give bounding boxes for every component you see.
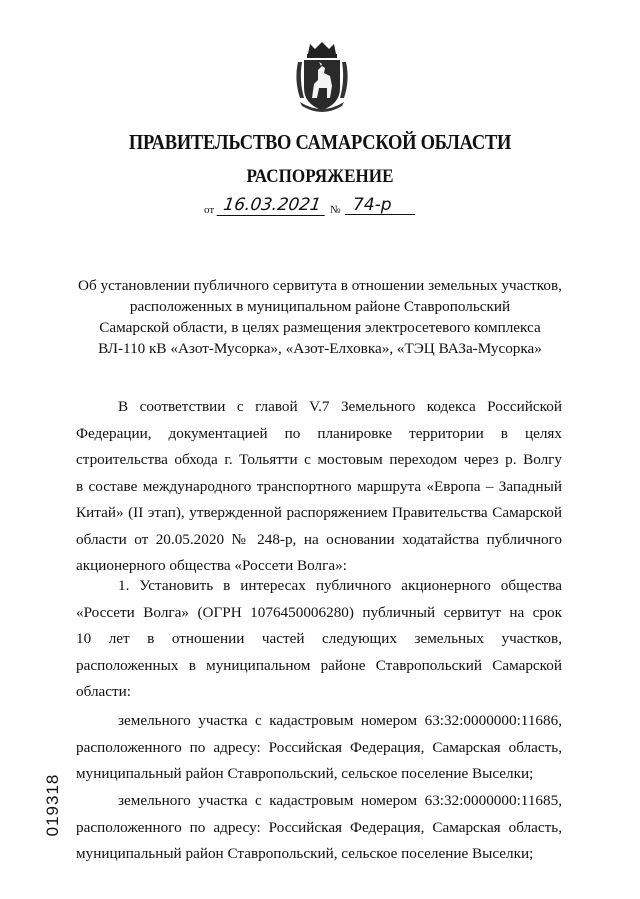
text-line: строительства обхода г. Тольятти с мостовым переходом через р. Волгу bbox=[76, 451, 562, 468]
text-line: расположенного по адресу: Российская Федерация, Самарская область, bbox=[76, 738, 562, 756]
date-label: от bbox=[204, 204, 215, 216]
subject-line: ВЛ-110 кВ «Азот-Мусорка», «Азот-Елховка», «ТЭЦ ВАЗа-Мусорка» bbox=[98, 340, 542, 357]
subject-line: Об установлении публичного сервитута в отношении земельных участков, bbox=[78, 277, 562, 294]
text-line: «Россети Волга» (ОГРН 1076450006280) публичный сервитут на срок bbox=[76, 603, 562, 621]
text-line: земельного участка с кадастровым номером 63:32:0000000:11685, bbox=[118, 792, 562, 809]
text-line: Китай» (II этап), утвержденной распоряжением Правительства Самарской bbox=[76, 504, 562, 521]
item-1-paragraph bbox=[76, 573, 562, 706]
handwritten-number: 74-р bbox=[345, 196, 415, 215]
text-line: области от 20.05.2020 № 248-р, на основании ходатайства публичного bbox=[76, 530, 562, 548]
text-line: акционерного общества «Россети Волга»: bbox=[76, 557, 347, 574]
serial-number-text: 019318 bbox=[43, 773, 62, 837]
serial-number bbox=[42, 770, 64, 840]
document-subject bbox=[60, 275, 580, 359]
text-line: Федерации, документацией по планировке территории в целях bbox=[76, 424, 562, 442]
intro-paragraph bbox=[76, 394, 562, 580]
subject-line: расположенных в муниципальном районе Ставропольский bbox=[129, 298, 511, 315]
text-line: области: bbox=[76, 683, 131, 700]
text-line: 1. Установить в интересах публичного акционерного общества bbox=[118, 577, 562, 594]
plot-2-paragraph bbox=[76, 788, 562, 868]
text-line: в составе международного транспортного маршрута «Европа – Западный bbox=[76, 477, 562, 495]
text-line: расположенного по адресу: Российская Федерация, Самарская область, bbox=[76, 818, 562, 836]
number-label: № bbox=[330, 204, 341, 216]
subject-line: Самарской области, в целях размещения электросетевого комплекса bbox=[99, 319, 541, 336]
handwritten-date: 16.03.2021 bbox=[217, 196, 328, 216]
text-line: расположенных в муниципальном районе Ставропольский Самарской bbox=[76, 656, 562, 674]
text-line: муниципальный район Ставропольский, сельское поселение Выселки; bbox=[76, 765, 534, 782]
text-line: земельного участка с кадастровым номером 63:32:0000000:11686, bbox=[118, 712, 562, 729]
plot-1-paragraph bbox=[76, 708, 562, 788]
text-line: муниципальный район Ставропольский, сельское поселение Выселки; bbox=[76, 845, 534, 862]
date-number-line bbox=[204, 196, 434, 220]
document-type: РАСПОРЯЖЕНИЕ bbox=[246, 166, 394, 187]
text-line: В соответствии с главой V.7 Земельного кодекса Российской bbox=[118, 398, 562, 415]
organization-title: ПРАВИТЕЛЬСТВО САМАРСКОЙ ОБЛАСТИ bbox=[128, 130, 512, 154]
samara-coat-of-arms-icon bbox=[292, 40, 352, 114]
text-line: 10 лет в отношении частей следующих земельных участков, bbox=[76, 630, 562, 647]
